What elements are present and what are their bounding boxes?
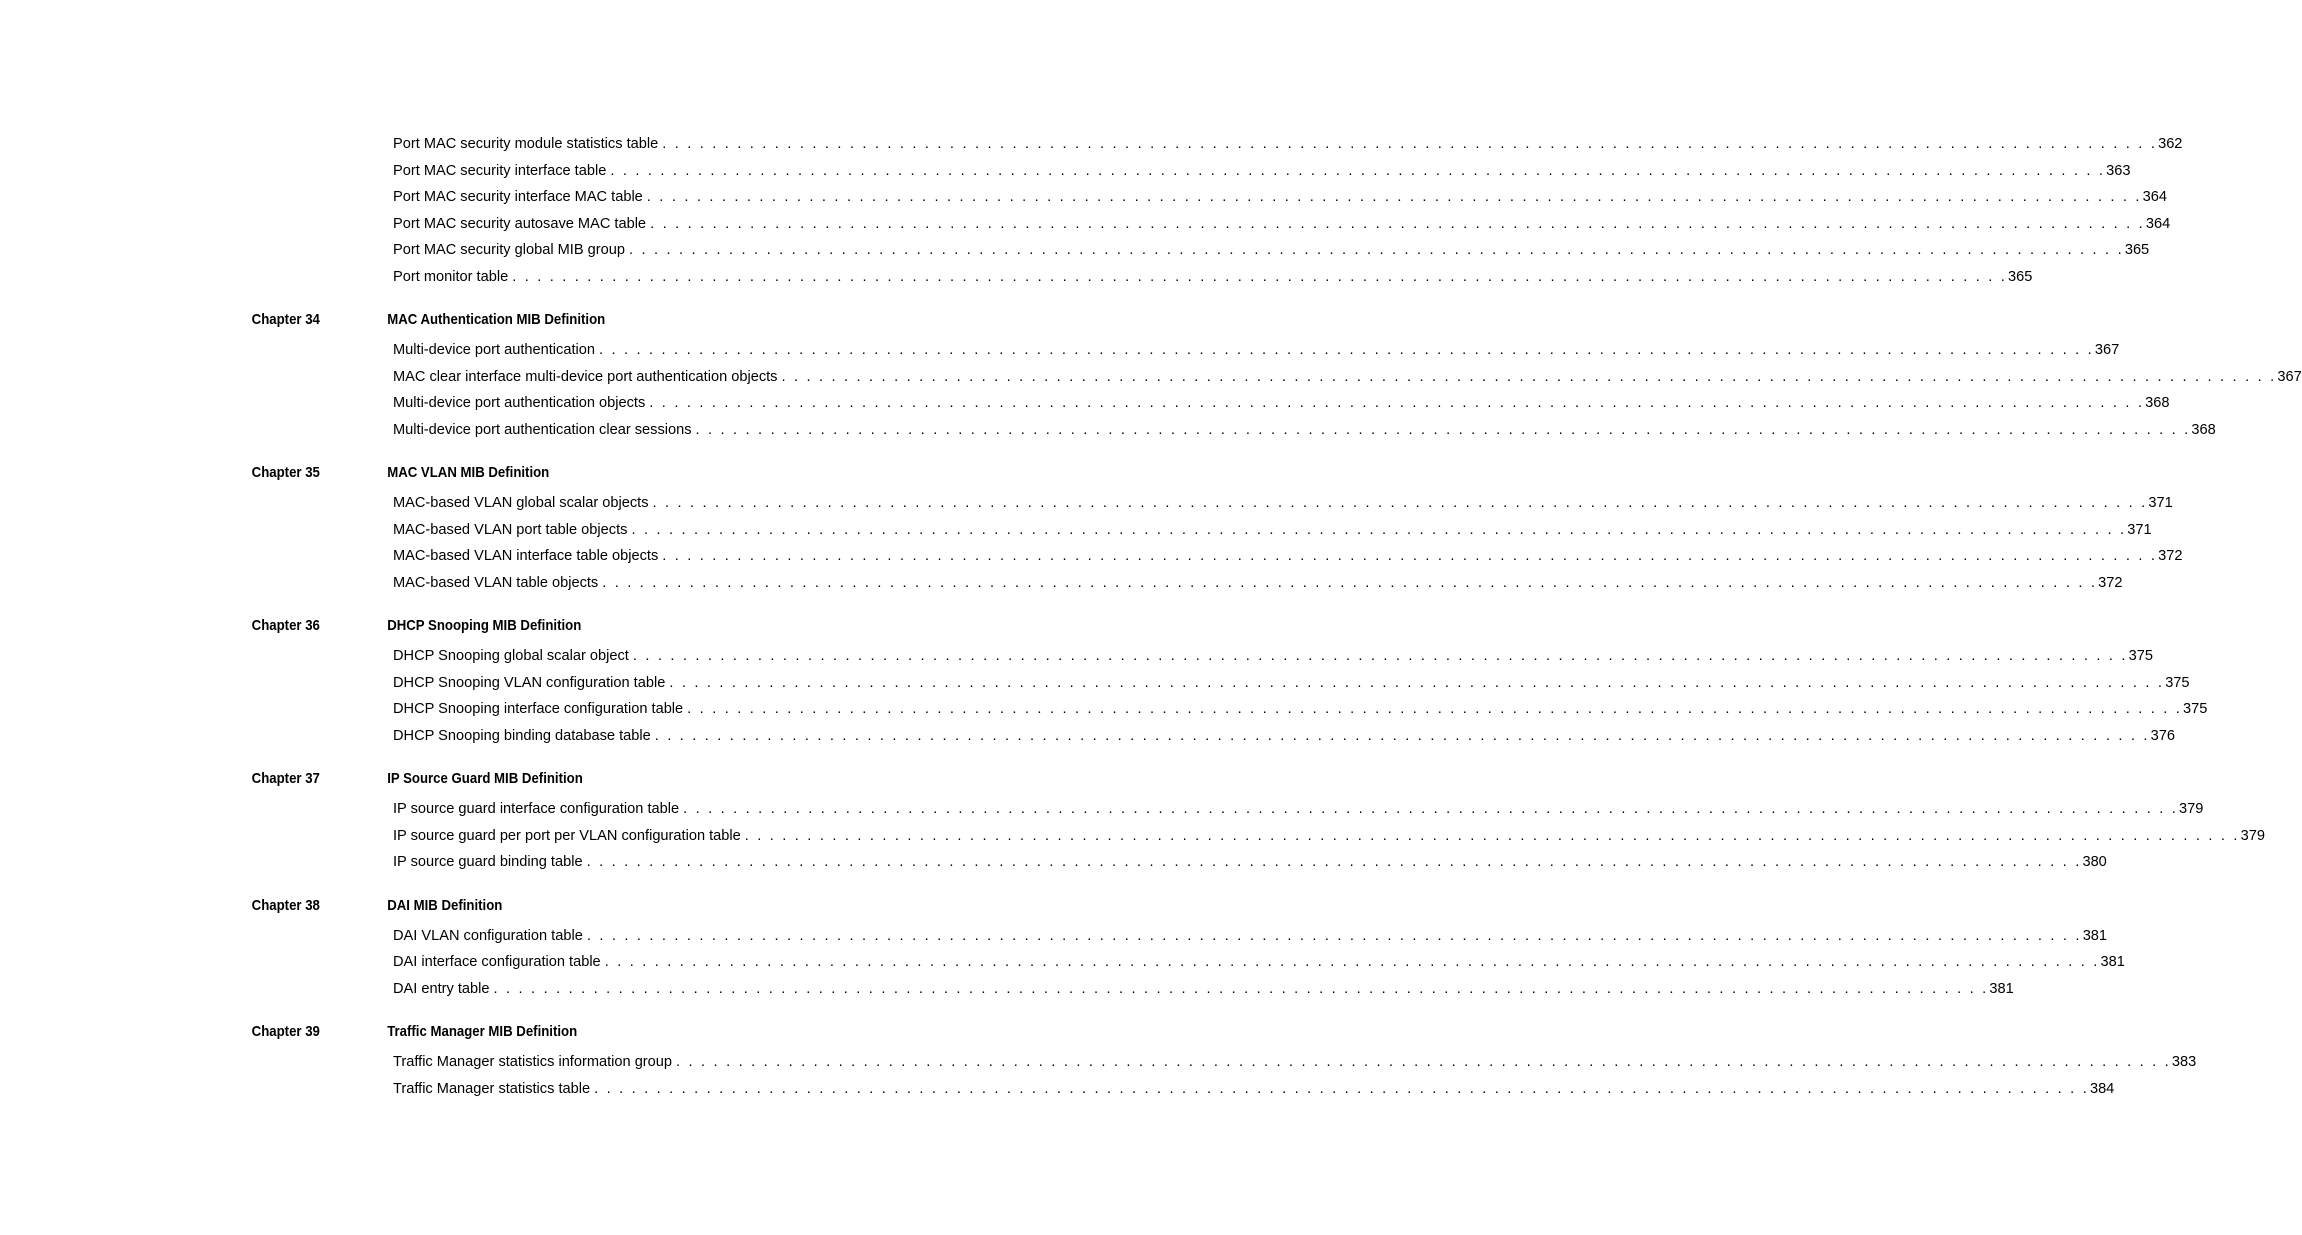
toc-entry-page-number: 384	[2089, 1080, 2115, 1097]
dot-leader: . . . . . . . . . . . . . . . . . . . . . . . . . . . . . . . . . . . . . . . . . . . . . . . . . . . . . . . . . . . . . . . . . . . . . . . . . . . . . . . . . . . . . . . . . . . . . . . . . . . . . . . . . . . . . . . . . . . . . . . .	[646, 189, 2142, 205]
toc-entry[interactable]	[393, 390, 2170, 417]
toc-entry-title: DAI entry table	[393, 976, 494, 1003]
chapter-heading[interactable]	[0, 1019, 840, 1045]
chapter-section	[0, 460, 2183, 596]
toc-entry-page-number: 375	[2128, 648, 2154, 664]
chapter-number: Chapter 35	[251, 464, 320, 481]
dot-leader: . . . . . . . . . . . . . . . . . . . . . . . . . . . . . . . . . . . . . . . . . . . . . . . . . . . . . . . . . . . . . . . . . . . . . . . . . . . . . . . . . . . . . . . . . . . . . . . . . . . . . . . . . . . . . . . . . . . . . . . .	[602, 574, 2098, 591]
dot-leader: . . . . . . . . . . . . . . . . . . . . . . . . . . . . . . . . . . . . . . . . . . . . . . . . . . . . . . . . . . . . . . . . . . . . . . . . . . . . . . . . . . . . . . . . . . . . . . . . . . . . . . . . . . . . . . . . . . . . . . . .	[695, 421, 2191, 438]
toc-entry[interactable]	[393, 211, 2171, 238]
toc-entry[interactable]	[393, 264, 2033, 291]
toc-entry-title: Port MAC security autosave MAC table	[393, 211, 650, 238]
chapter-title: IP Source Guard MIB Definition	[387, 770, 583, 787]
toc-entry-list	[0, 131, 2183, 290]
toc-entry-title: DHCP Snooping global scalar object	[393, 643, 633, 670]
toc-entry[interactable]	[393, 184, 2168, 211]
chapter-heading[interactable]	[0, 613, 840, 639]
toc-entry-page-number: 381	[1989, 980, 2014, 997]
toc-entry-page-number: 381	[2082, 927, 2108, 944]
toc-entry[interactable]	[393, 1076, 2115, 1103]
toc-entry-title: Port MAC security module statistics table	[393, 131, 662, 158]
dot-leader: . . . . . . . . . . . . . . . . . . . . . . . . . . . . . . . . . . . . . . . . . . . . . . . . . . . . . . . . . . . . . . . . . . . . . . . . . . . . . . . . . . . . . . . . . . . . . . . . . . . . . . . . . . . . . . . . . . . . . . . .	[586, 854, 2082, 870]
chapter-heading[interactable]	[0, 460, 840, 486]
chapter-section	[0, 766, 2265, 876]
dot-leader: . . . . . . . . . . . . . . . . . . . . . . . . . . . . . . . . . . . . . . . . . . . . . . . . . . . . . . . . . . . . . . . . . . . . . . . . . . . . . . . . . . . . . . . . . . . . . . . . . . . . . . . . . . . . . . . . . . . . . . . .	[649, 395, 2145, 411]
chapter-number: Chapter 34	[251, 311, 320, 328]
chapter-title: DHCP Snooping MIB Definition	[387, 617, 582, 634]
chapter-list	[0, 307, 2302, 1102]
chapter-section	[0, 307, 2302, 443]
dot-leader: . . . . . . . . . . . . . . . . . . . . . . . . . . . . . . . . . . . . . . . . . . . . . . . . . . . . . . . . . . . . . . . . . . . . . . . . . . . . . . . . . . . . . . . . . . . . . . . . . . . . . . . . . . . . . . . . . . . . . . . .	[669, 674, 2165, 691]
toc-entry-title: Port MAC security interface table	[393, 158, 610, 185]
toc-entry-title: MAC clear interface multi-device port authentication objects	[393, 364, 781, 391]
toc-entry[interactable]	[393, 796, 2204, 823]
toc-entry-page-number: 372	[2158, 548, 2183, 564]
dot-leader: . . . . . . . . . . . . . . . . . . . . . . . . . . . . . . . . . . . . . . . . . . . . . . . . . . . . . . . . . . . . . . . . . . . . . . . . . . . . . . . . . . . . . . . . . . . . . . . . . . . . . . . . . . . . . . . . . . . . . . . .	[586, 927, 2082, 944]
toc-entry-page-number: 372	[2098, 574, 2123, 591]
toc-entry-page-number: 380	[2082, 854, 2107, 870]
toc-entry-title: Port monitor table	[393, 264, 512, 291]
toc-entry-title: Multi-device port authentication clear sessions	[393, 417, 696, 444]
toc-entry-page-number: 375	[2183, 701, 2208, 717]
toc-entry-page-number: 365	[2008, 268, 2033, 285]
chapter-heading[interactable]	[0, 307, 840, 333]
dot-leader: . . . . . . . . . . . . . . . . . . . . . . . . . . . . . . . . . . . . . . . . . . . . . . . . . . . . . . . . . . . . . . . . . . . . . . . . . . . . . . . . . . . . . . . . . . . . . . . . . . . . . . . . . . . . . . . . . . . . . . . .	[781, 368, 2277, 385]
dot-leader: . . . . . . . . . . . . . . . . . . . . . . . . . . . . . . . . . . . . . . . . . . . . . . . . . . . . . . . . . . . . . . . . . . . . . . . . . . . . . . . . . . . . . . . . . . . . . . . . . . . . . . . . . . . . . . . . . . . . . . . .	[662, 548, 2158, 564]
toc-entry-title: DHCP Snooping VLAN configuration table	[393, 670, 669, 697]
toc-entry-title: Port MAC security global MIB group	[393, 237, 629, 264]
toc-entry-title: IP source guard binding table	[393, 849, 587, 876]
chapter-section	[0, 613, 2208, 749]
toc-entry-page-number: 367	[2277, 368, 2302, 385]
dot-leader: . . . . . . . . . . . . . . . . . . . . . . . . . . . . . . . . . . . . . . . . . . . . . . . . . . . . . . . . . . . . . . . . . . . . . . . . . . . . . . . . . . . . . . . . . . . . . . . . . . . . . . . . . . . . . . . . . . . . . . . .	[654, 727, 2150, 744]
toc-entry[interactable]	[393, 976, 2014, 1003]
toc-entry-title: Traffic Manager statistics table	[393, 1076, 594, 1103]
chapter-title: MAC VLAN MIB Definition	[387, 464, 550, 481]
toc-entry-page-number: 363	[2106, 162, 2131, 179]
toc-entry[interactable]	[393, 543, 2183, 570]
toc-entry[interactable]	[393, 337, 2120, 364]
table-of-contents	[0, 131, 2302, 1102]
toc-entry[interactable]	[393, 670, 2190, 697]
chapter-number: Chapter 39	[251, 1023, 320, 1040]
toc-entry-page-number: 364	[2142, 189, 2168, 205]
toc-entry[interactable]	[393, 949, 2125, 976]
toc-entry-page-number: 379	[2240, 827, 2265, 844]
toc-entry-title: DHCP Snooping interface configuration table	[393, 696, 687, 723]
toc-entry-title: Multi-device port authentication	[393, 337, 599, 364]
toc-entry-title: Port MAC security interface MAC table	[393, 184, 647, 211]
toc-entry[interactable]	[393, 237, 2150, 264]
dot-leader: . . . . . . . . . . . . . . . . . . . . . . . . . . . . . . . . . . . . . . . . . . . . . . . . . . . . . . . . . . . . . . . . . . . . . . . . . . . . . . . . . . . . . . . . . . . . . . . . . . . . . . . . . . . . . . . . . . . . . . . .	[493, 980, 1989, 997]
toc-entry-page-number: 379	[2178, 801, 2204, 817]
chapter-number: Chapter 38	[251, 896, 320, 914]
toc-entry-page-number: 368	[2145, 395, 2170, 411]
dot-leader: . . . . . . . . . . . . . . . . . . . . . . . . . . . . . . . . . . . . . . . . . . . . . . . . . . . . . . . . . . . . . . . . . . . . . . . . . . . . . . . . . . . . . . . . . . . . . . . . . . . . . . . . . . . . . . . . . . . . . . . .	[662, 136, 2158, 152]
dot-leader: . . . . . . . . . . . . . . . . . . . . . . . . . . . . . . . . . . . . . . . . . . . . . . . . . . . . . . . . . . . . . . . . . . . . . . . . . . . . . . . . . . . . . . . . . . . . . . . . . . . . . . . . . . . . . . . . . . . . . . . .	[599, 342, 2094, 358]
dot-leader: . . . . . . . . . . . . . . . . . . . . . . . . . . . . . . . . . . . . . . . . . . . . . . . . . . . . . . . . . . . . . . . . . . . . . . . . . . . . . . . . . . . . . . . . . . . . . . . . . . . . . . . . . . . . . . . . . . . . . . . .	[683, 801, 2178, 817]
toc-entry[interactable]	[393, 417, 2216, 444]
toc-entry-page-number: 381	[2100, 954, 2125, 970]
toc-entry[interactable]	[393, 723, 2175, 750]
toc-entry[interactable]	[393, 643, 2154, 670]
toc-entry-page-number: 362	[2158, 136, 2183, 152]
toc-entry[interactable]	[393, 131, 2183, 158]
dot-leader: . . . . . . . . . . . . . . . . . . . . . . . . . . . . . . . . . . . . . . . . . . . . . . . . . . . . . . . . . . . . . . . . . . . . . . . . . . . . . . . . . . . . . . . . . . . . . . . . . . . . . . . . . . . . . . . . . . . . . . . .	[610, 162, 2106, 179]
chapter-title: DAI MIB Definition	[387, 896, 503, 914]
toc-entry[interactable]	[393, 158, 2131, 185]
toc-entry-title: IP source guard per port per VLAN configuration table	[393, 823, 745, 850]
toc-entry-title: Traffic Manager statistics information group	[393, 1049, 676, 1076]
toc-entry-title: MAC-based VLAN global scalar objects	[393, 490, 653, 517]
chapter-number: Chapter 36	[251, 617, 320, 634]
dot-leader: . . . . . . . . . . . . . . . . . . . . . . . . . . . . . . . . . . . . . . . . . . . . . . . . . . . . . . . . . . . . . . . . . . . . . . . . . . . . . . . . . . . . . . . . . . . . . . . . . . . . . . . . . . . . . . . . . . . . . . . .	[594, 1080, 2089, 1097]
dot-leader: . . . . . . . . . . . . . . . . . . . . . . . . . . . . . . . . . . . . . . . . . . . . . . . . . . . . . . . . . . . . . . . . . . . . . . . . . . . . . . . . . . . . . . . . . . . . . . . . . . . . . . . . . . . . . . . . . . . . . . . .	[687, 701, 2183, 717]
dot-leader: . . . . . . . . . . . . . . . . . . . . . . . . . . . . . . . . . . . . . . . . . . . . . . . . . . . . . . . . . . . . . . . . . . . . . . . . . . . . . . . . . . . . . . . . . . . . . . . . . . . . . . . . . . . . . . . . . . . . . . . .	[512, 268, 2008, 285]
dot-leader: . . . . . . . . . . . . . . . . . . . . . . . . . . . . . . . . . . . . . . . . . . . . . . . . . . . . . . . . . . . . . . . . . . . . . . . . . . . . . . . . . . . . . . . . . . . . . . . . . . . . . . . . . . . . . . . . . . . . . . . .	[650, 215, 2145, 232]
toc-entry[interactable]	[393, 923, 2108, 950]
toc-entry-title: MAC-based VLAN interface table objects	[393, 543, 662, 570]
chapter-number: Chapter 37	[251, 770, 320, 787]
toc-entry[interactable]	[393, 1049, 2197, 1076]
dot-leader: . . . . . . . . . . . . . . . . . . . . . . . . . . . . . . . . . . . . . . . . . . . . . . . . . . . . . . . . . . . . . . . . . . . . . . . . . . . . . . . . . . . . . . . . . . . . . . . . . . . . . . . . . . . . . . . . . . . . . . . .	[628, 242, 2124, 258]
toc-entry[interactable]	[393, 823, 2265, 850]
dot-leader: . . . . . . . . . . . . . . . . . . . . . . . . . . . . . . . . . . . . . . . . . . . . . . . . . . . . . . . . . . . . . . . . . . . . . . . . . . . . . . . . . . . . . . . . . . . . . . . . . . . . . . . . . . . . . . . . . . . . . . . .	[604, 954, 2100, 970]
toc-entry-title: Multi-device port authentication objects	[393, 390, 649, 417]
toc-entry-page-number: 364	[2145, 215, 2171, 232]
toc-entry-page-number: 375	[2165, 674, 2190, 691]
chapter-heading[interactable]	[0, 893, 840, 919]
toc-entry-title: MAC-based VLAN port table objects	[393, 517, 631, 544]
dot-leader: . . . . . . . . . . . . . . . . . . . . . . . . . . . . . . . . . . . . . . . . . . . . . . . . . . . . . . . . . . . . . . . . . . . . . . . . . . . . . . . . . . . . . . . . . . . . . . . . . . . . . . . . . . . . . . . . . . . . . . . .	[632, 648, 2128, 664]
toc-entry[interactable]	[393, 696, 2208, 723]
toc-entry-page-number: 367	[2094, 342, 2120, 358]
toc-entry-title: IP source guard interface configuration table	[393, 796, 683, 823]
toc-entry[interactable]	[393, 570, 2123, 597]
toc-entry[interactable]	[393, 849, 2107, 876]
toc-entry[interactable]	[393, 490, 2173, 517]
chapter-title: MAC Authentication MIB Definition	[387, 311, 606, 328]
toc-entry-title: DAI interface configuration table	[393, 949, 605, 976]
toc-entry-page-number: 383	[2171, 1054, 2197, 1070]
chapter-section	[0, 893, 2125, 1003]
toc-entry[interactable]	[393, 517, 2152, 544]
toc-entry-title: MAC-based VLAN table objects	[393, 570, 602, 597]
chapter-heading[interactable]	[0, 766, 840, 792]
toc-entry-page-number: 371	[2148, 495, 2173, 511]
dot-leader: . . . . . . . . . . . . . . . . . . . . . . . . . . . . . . . . . . . . . . . . . . . . . . . . . . . . . . . . . . . . . . . . . . . . . . . . . . . . . . . . . . . . . . . . . . . . . . . . . . . . . . . . . . . . . . . . . . . . . . . .	[631, 521, 2127, 538]
chapter-title: Traffic Manager MIB Definition	[387, 1023, 578, 1040]
dot-leader: . . . . . . . . . . . . . . . . . . . . . . . . . . . . . . . . . . . . . . . . . . . . . . . . . . . . . . . . . . . . . . . . . . . . . . . . . . . . . . . . . . . . . . . . . . . . . . . . . . . . . . . . . . . . . . . . . . . . . . . .	[744, 827, 2240, 844]
toc-entry-title: DAI VLAN configuration table	[393, 923, 587, 950]
toc-entry-page-number: 368	[2191, 421, 2216, 438]
toc-entry-title: DHCP Snooping binding database table	[393, 723, 655, 750]
toc-entry-page-number: 376	[2150, 727, 2175, 744]
toc-entry-page-number: 365	[2124, 242, 2150, 258]
toc-entry[interactable]	[393, 364, 2302, 391]
dot-leader: . . . . . . . . . . . . . . . . . . . . . . . . . . . . . . . . . . . . . . . . . . . . . . . . . . . . . . . . . . . . . . . . . . . . . . . . . . . . . . . . . . . . . . . . . . . . . . . . . . . . . . . . . . . . . . . . . . . . . . . .	[652, 495, 2148, 511]
chapter-section	[0, 1019, 2197, 1102]
toc-entry-page-number: 371	[2127, 521, 2152, 538]
dot-leader: . . . . . . . . . . . . . . . . . . . . . . . . . . . . . . . . . . . . . . . . . . . . . . . . . . . . . . . . . . . . . . . . . . . . . . . . . . . . . . . . . . . . . . . . . . . . . . . . . . . . . . . . . . . . . . . . . . . . . . . .	[676, 1054, 2171, 1070]
